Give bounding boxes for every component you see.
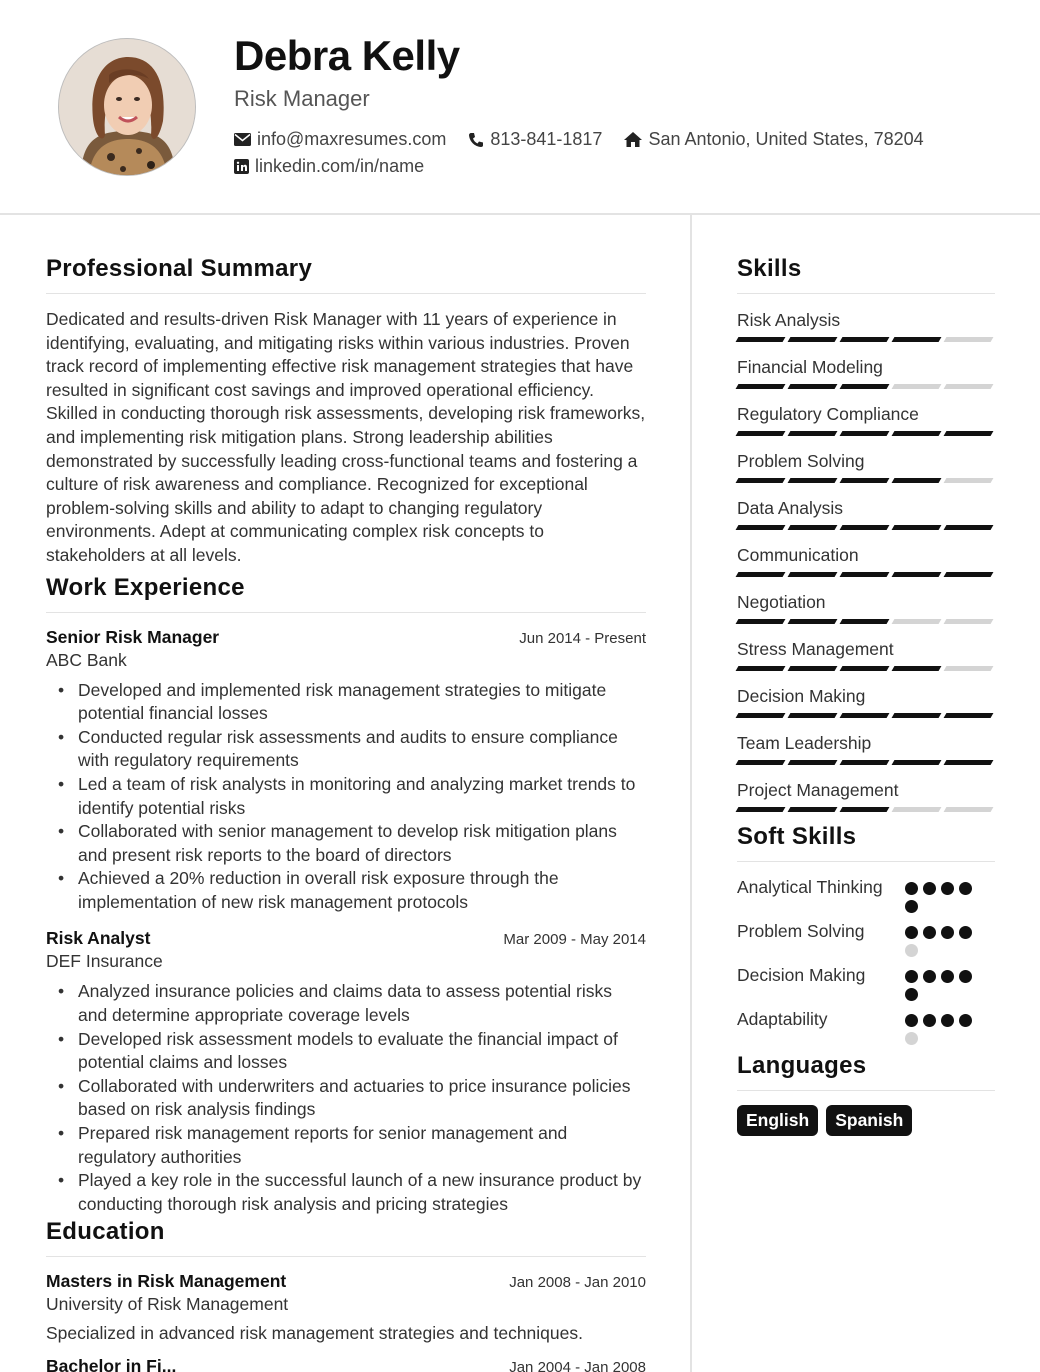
skill-level-bar — [737, 525, 995, 530]
soft-skill-item — [737, 876, 995, 913]
education-description: Specialized in advanced risk management strategies and techniques. — [46, 1323, 583, 1344]
skill-level-segment — [736, 478, 786, 483]
skill-level-bar — [737, 384, 995, 389]
skill-level-segment — [840, 572, 890, 577]
column-divider — [690, 215, 692, 1372]
soft-skill-dot — [905, 970, 918, 983]
contact-phone[interactable] — [468, 129, 602, 150]
contact-linkedin[interactable] — [234, 156, 424, 177]
job-bullet: • Developed risk assessment models to evaluate the financial impact of potential claims and losses — [78, 1028, 646, 1075]
degree-title: Bachelor in Fi... — [46, 1356, 177, 1372]
soft-skill-name: Adaptability — [737, 1009, 828, 1029]
job-entry — [46, 928, 646, 1216]
education-entry — [46, 1356, 646, 1372]
soft-skill-dot — [923, 926, 936, 939]
home-icon — [624, 132, 642, 147]
skill-name: Decision Making — [737, 686, 866, 706]
candidate-role: Risk Manager — [234, 86, 370, 111]
skill-level-bar — [737, 760, 995, 765]
soft-skill-name: Analytical Thinking — [737, 877, 883, 897]
summary-heading: Professional Summary — [46, 255, 646, 294]
soft-skill-rating — [905, 1014, 977, 1045]
soft-skill-dot — [923, 1014, 936, 1027]
soft-skill-item — [737, 964, 995, 1001]
skills-heading: Skills — [737, 255, 995, 294]
skill-level-segment — [944, 431, 994, 436]
education-heading: Education — [46, 1218, 646, 1257]
skill-level-segment — [736, 666, 786, 671]
skill-level-segment — [788, 525, 838, 530]
contact-row-primary — [234, 129, 946, 150]
email-text: info@maxresumes.com — [257, 129, 447, 149]
skill-item — [737, 402, 995, 436]
skill-level-segment — [840, 807, 890, 812]
skill-item — [737, 731, 995, 765]
school-name: University of Risk Management — [46, 1294, 289, 1315]
soft-skill-item — [737, 1008, 995, 1045]
resume-header — [0, 0, 1040, 215]
skill-level-segment — [944, 666, 994, 671]
skill-level-segment — [944, 807, 994, 812]
soft-skill-dot — [959, 882, 972, 895]
envelope-icon — [234, 133, 251, 146]
job-date: Mar 2009 - May 2014 — [503, 931, 646, 949]
skill-level-segment — [892, 666, 942, 671]
soft-skill-dot — [941, 926, 954, 939]
job-bullets — [46, 980, 646, 1216]
soft-skill-dot — [923, 970, 936, 983]
skill-name: Stress Management — [737, 639, 894, 659]
job-bullet: • Collaborated with underwriters and actuaries to price insurance policies based on risk analysis findings — [78, 1075, 646, 1122]
skill-level-bar — [737, 619, 995, 624]
skill-level-segment — [736, 619, 786, 624]
skill-level-segment — [788, 431, 838, 436]
soft-skill-dot — [905, 926, 918, 939]
skill-name: Data Analysis — [737, 498, 844, 518]
job-date: Jun 2014 - Present — [519, 629, 646, 647]
skill-item — [737, 543, 995, 577]
skill-item — [737, 449, 995, 483]
soft-skills-heading: Soft Skills — [737, 823, 995, 862]
skill-level-segment — [736, 713, 786, 718]
skill-level-bar — [737, 807, 995, 812]
phone-icon — [468, 132, 484, 148]
skill-level-segment — [892, 807, 942, 812]
job-company: ABC Bank — [46, 649, 127, 670]
skill-level-segment — [840, 431, 890, 436]
sidebar-column — [737, 255, 995, 1136]
skill-name: Risk Analysis — [737, 310, 841, 330]
skill-level-segment — [788, 807, 838, 812]
job-bullet: • Prepared risk management reports for senior management and regulatory authorities — [78, 1122, 646, 1169]
soft-skill-dot — [959, 926, 972, 939]
job-company: DEF Insurance — [46, 951, 163, 972]
skill-level-bar — [737, 572, 995, 577]
skill-level-segment — [944, 337, 994, 342]
skill-item — [737, 496, 995, 530]
education-entry — [46, 1271, 646, 1344]
skill-item — [737, 590, 995, 624]
skill-level-bar — [737, 666, 995, 671]
skill-item — [737, 778, 995, 812]
soft-skill-dot — [941, 970, 954, 983]
language-badge: English — [737, 1105, 818, 1136]
job-bullet: • Collaborated with senior management to develop risk mitigation plans and present risk reports to the board of directors — [78, 820, 646, 867]
skill-level-segment — [840, 666, 890, 671]
skill-level-segment — [736, 337, 786, 342]
soft-skill-dot — [905, 988, 918, 1001]
linkedin-icon — [234, 159, 249, 174]
linkedin-text: linkedin.com/in/name — [255, 156, 425, 176]
soft-skill-name: Problem Solving — [737, 921, 865, 941]
skill-level-segment — [892, 525, 942, 530]
skill-name: Regulatory Compliance — [737, 404, 919, 424]
skill-level-segment — [788, 666, 838, 671]
skill-level-segment — [736, 431, 786, 436]
skill-level-segment — [736, 807, 786, 812]
skill-level-segment — [840, 337, 890, 342]
degree-title: Masters in Risk Management — [46, 1271, 287, 1292]
skill-level-bar — [737, 431, 995, 436]
job-bullet: • Achieved a 20% reduction in overall risk exposure through the implementation of new risk management protocols — [78, 867, 646, 914]
skill-item — [737, 637, 995, 671]
skill-level-segment — [892, 760, 942, 765]
skill-level-segment — [788, 760, 838, 765]
skill-level-segment — [840, 760, 890, 765]
languages-list — [737, 1105, 995, 1136]
skills-list — [737, 308, 995, 812]
skill-level-segment — [840, 525, 890, 530]
skill-level-segment — [944, 478, 994, 483]
job-bullet: • Developed and implemented risk management strategies to mitigate potential financial losses — [78, 679, 646, 726]
skill-level-segment — [840, 478, 890, 483]
skill-level-segment — [892, 337, 942, 342]
job-title: Risk Analyst — [46, 928, 151, 949]
soft-skill-rating — [905, 970, 977, 1001]
skill-name: Communication — [737, 545, 859, 565]
skill-level-segment — [840, 713, 890, 718]
candidate-name: Debra Kelly — [234, 32, 460, 79]
soft-skill-dot — [905, 944, 918, 957]
skill-level-segment — [944, 572, 994, 577]
soft-skill-dot — [959, 970, 972, 983]
skill-level-segment — [892, 431, 942, 436]
soft-skill-dot — [923, 882, 936, 895]
skill-level-segment — [892, 713, 942, 718]
profile-photo — [58, 38, 196, 176]
skill-level-segment — [736, 525, 786, 530]
skill-name: Problem Solving — [737, 451, 865, 471]
skill-name: Financial Modeling — [737, 357, 883, 377]
soft-skill-dot — [941, 882, 954, 895]
skill-item — [737, 684, 995, 718]
skill-level-bar — [737, 478, 995, 483]
profile-photo-illustration — [59, 39, 196, 176]
skill-level-segment — [788, 713, 838, 718]
soft-skill-item — [737, 920, 995, 957]
skill-level-segment — [944, 760, 994, 765]
soft-skill-dot — [905, 882, 918, 895]
skill-level-segment — [788, 384, 838, 389]
skill-level-segment — [736, 760, 786, 765]
job-bullet: • Conducted regular risk assessments and audits to ensure compliance with regulatory requirements — [78, 726, 646, 773]
skill-name: Negotiation — [737, 592, 826, 612]
skill-level-segment — [788, 337, 838, 342]
contact-email[interactable] — [234, 129, 446, 150]
skill-level-segment — [736, 572, 786, 577]
skill-level-segment — [892, 478, 942, 483]
job-bullets — [46, 679, 646, 915]
skill-level-segment — [788, 478, 838, 483]
skill-level-segment — [892, 384, 942, 389]
education-date: Jan 2004 - Jan 2008 — [509, 1359, 646, 1372]
soft-skill-dot — [905, 1032, 918, 1045]
experience-heading: Work Experience — [46, 574, 646, 613]
summary-text: Dedicated and results-driven Risk Manager with 11 years of experience in identifying, evaluating, and mitigating risks within various industries. Proven track record of implementing effective risk management strategies that have resulted in significant cost savings and improved operational efficiency. Skilled in conducting thorough risk assessments, developing risk frameworks, and implementing risk mitigation plans. Strong leadership abilities demonstrated by successfully leading cross-functional teams and fostering a culture of risk awareness and compliance. Recognized for exceptional problem-solving skills and ability to adapt to changing regulatory environments. Adept at communicating complex risk concepts to stakeholders at all levels. — [46, 309, 646, 565]
skill-level-segment — [840, 619, 890, 624]
contact-row-secondary — [234, 156, 446, 177]
skill-item — [737, 355, 995, 389]
soft-skill-rating — [905, 882, 977, 913]
language-badge: Spanish — [826, 1105, 912, 1136]
skill-name: Project Management — [737, 780, 899, 800]
skill-level-bar — [737, 713, 995, 718]
job-title: Senior Risk Manager — [46, 626, 220, 647]
skill-name: Team Leadership — [737, 733, 872, 753]
soft-skill-dot — [959, 1014, 972, 1027]
skill-level-segment — [944, 384, 994, 389]
location-text: San Antonio, United States, 78204 — [648, 129, 924, 149]
soft-skill-dot — [941, 1014, 954, 1027]
skill-level-segment — [892, 619, 942, 624]
skill-level-segment — [892, 572, 942, 577]
skill-level-segment — [840, 384, 890, 389]
soft-skill-rating — [905, 926, 977, 957]
soft-skills-list — [737, 876, 995, 1045]
skill-level-segment — [736, 384, 786, 389]
skill-level-segment — [788, 572, 838, 577]
contact-location — [624, 129, 923, 150]
skill-level-segment — [944, 713, 994, 718]
languages-heading: Languages — [737, 1052, 995, 1091]
skill-level-segment — [788, 619, 838, 624]
job-entry — [46, 627, 646, 915]
soft-skill-dot — [905, 1014, 918, 1027]
soft-skill-dot — [905, 900, 918, 913]
job-bullet: • Analyzed insurance policies and claims data to assess potential risks and determine appropriate coverage levels — [78, 980, 646, 1027]
soft-skill-name: Decision Making — [737, 965, 866, 985]
job-bullet: • Led a team of risk analysts in monitoring and analyzing market trends to identify potential risks — [78, 773, 646, 820]
skill-level-segment — [944, 619, 994, 624]
main-column — [46, 255, 646, 1372]
education-date: Jan 2008 - Jan 2010 — [509, 1274, 646, 1292]
phone-text: 813-841-1817 — [490, 129, 603, 149]
skill-level-segment — [944, 525, 994, 530]
job-bullet: • Played a key role in the successful launch of a new insurance product by conducting thorough risk analysis and pricing strategies — [78, 1169, 646, 1216]
skill-level-bar — [737, 337, 995, 342]
skill-item — [737, 308, 995, 342]
